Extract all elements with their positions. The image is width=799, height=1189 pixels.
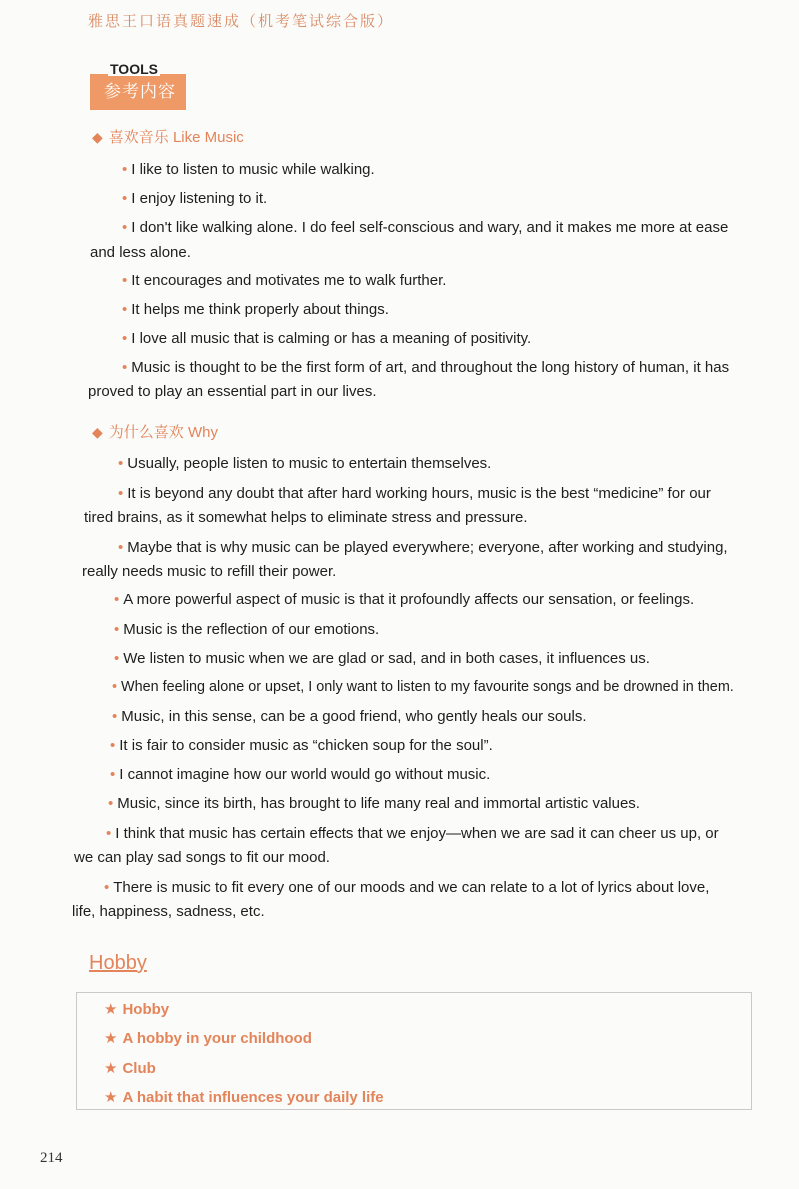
bullet-item: • I love all music that is calming or has a meaning of positivity. xyxy=(122,330,532,347)
bullet-item: • It encourages and motivates me to walk further. xyxy=(122,272,447,289)
bullet-item: • A more powerful aspect of music is that it profoundly affects our sensation, or feelings. xyxy=(114,591,695,608)
bullet-item: • Maybe that is why music can be played everywhere; everyone, after working and studying, xyxy=(118,539,728,556)
section-heading-like-music: ◆ 喜欢音乐 Like Music xyxy=(92,129,244,146)
bullet-item: • It helps me think properly about things. xyxy=(122,301,389,318)
hobby-heading: Hobby xyxy=(89,952,147,974)
bullet-item: • Usually, people listen to music to entertain themselves. xyxy=(118,455,492,472)
bullet-icon: • xyxy=(112,708,118,725)
bullet-icon: • xyxy=(110,766,116,783)
bullet-continuation: proved to play an essential part in our lives. xyxy=(88,383,377,400)
bullet-item: • We listen to music when we are glad or sad, and in both cases, it influences us. xyxy=(114,650,650,667)
bullet-icon: • xyxy=(114,591,120,608)
bullet-item: • Music is the reflection of our emotions. xyxy=(114,621,380,638)
bullet-item: • It is fair to consider music as “chicken soup for the soul”. xyxy=(110,737,493,754)
bullet-continuation: we can play sad songs to fit our mood. xyxy=(74,849,330,866)
bullet-item: • It is beyond any doubt that after hard working hours, music is the best “medicine” for our xyxy=(118,485,711,502)
bullet-icon: • xyxy=(112,679,118,695)
bullet-icon: • xyxy=(110,737,116,754)
bullet-item: • When feeling alone or upset, I only want to listen to my favourite songs and be drowned in them. xyxy=(112,679,734,695)
bullet-item: • I don't like walking alone. I do feel self-conscious and wary, and it makes me more at ease xyxy=(122,219,729,236)
bullet-icon: • xyxy=(118,455,124,472)
bullet-icon: • xyxy=(118,485,124,502)
running-header: 雅思王口语真题速成（机考笔试综合版） xyxy=(88,12,395,30)
tools-label: TOOLS xyxy=(110,61,158,77)
bullet-icon: • xyxy=(118,539,124,556)
topic-item: ★ A hobby in your childhood xyxy=(104,1030,312,1047)
bullet-continuation: life, happiness, sadness, etc. xyxy=(72,903,265,920)
bullet-continuation: and less alone. xyxy=(90,244,191,261)
star-icon: ★ xyxy=(104,1089,118,1106)
section-heading-why: ◆ 为什么喜欢 Why xyxy=(92,424,218,441)
bullet-icon: • xyxy=(122,359,128,376)
bullet-icon: • xyxy=(122,330,128,347)
bullet-icon: • xyxy=(122,219,128,236)
topic-item: ★ A habit that influences your daily life xyxy=(104,1089,384,1106)
star-icon: ★ xyxy=(104,1001,118,1018)
bullet-icon: • xyxy=(114,621,120,638)
topic-item: ★ Hobby xyxy=(104,1001,170,1018)
bullet-icon: • xyxy=(122,272,128,289)
bullet-continuation: really needs music to refill their power. xyxy=(82,563,337,580)
bullet-icon: • xyxy=(106,825,112,842)
bullet-continuation: tired brains, as it somewhat helps to eliminate stress and pressure. xyxy=(84,509,528,526)
bullet-icon: • xyxy=(122,161,128,178)
diamond-icon: ◆ xyxy=(92,424,103,440)
bullet-item: • I think that music has certain effects that we enjoy—when we are sad it can cheer us up, or xyxy=(106,825,719,842)
bullet-icon: • xyxy=(104,879,110,896)
page-number: 214 xyxy=(40,1150,63,1166)
topic-item: ★ Club xyxy=(104,1060,156,1077)
badge-label: 参考内容 xyxy=(90,74,186,110)
bullet-icon: • xyxy=(108,795,114,812)
bullet-icon: • xyxy=(122,301,128,318)
bullet-item: • I enjoy listening to it. xyxy=(122,190,268,207)
star-icon: ★ xyxy=(104,1030,118,1047)
bullet-item: • I like to listen to music while walking. xyxy=(122,161,375,178)
diamond-icon: ◆ xyxy=(92,129,103,145)
star-icon: ★ xyxy=(104,1060,118,1077)
bullet-item: • I cannot imagine how our world would go without music. xyxy=(110,766,491,783)
bullet-icon: • xyxy=(114,650,120,667)
bullet-item: • Music, since its birth, has brought to life many real and immortal artistic values. xyxy=(108,795,640,812)
bullet-item: • There is music to fit every one of our moods and we can relate to a lot of lyrics about love, xyxy=(104,879,710,896)
bullet-icon: • xyxy=(122,190,128,207)
bullet-item: • Music, in this sense, can be a good friend, who gently heals our souls. xyxy=(112,708,587,725)
bullet-item: • Music is thought to be the first form of art, and throughout the long history of human, it has xyxy=(122,359,730,376)
